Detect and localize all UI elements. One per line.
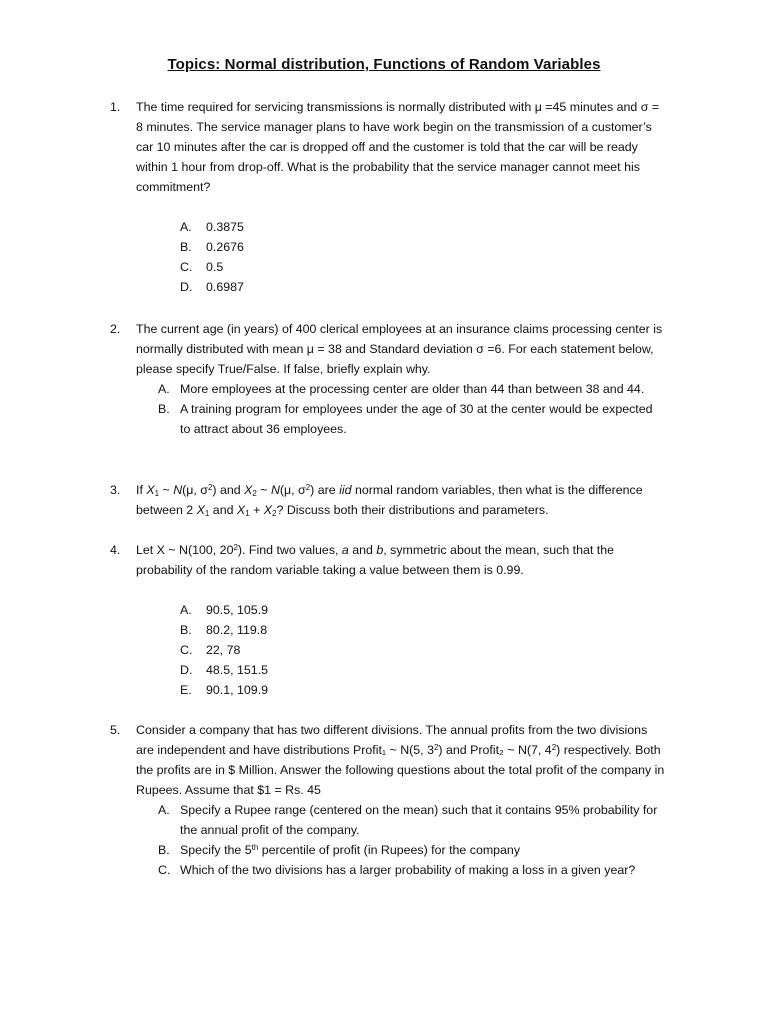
option-item: A. 0.3875 bbox=[180, 220, 244, 234]
question-text: The current age (in years) of 400 clerical employees at an insurance claims processing center is normally distributed with mean μ = 38 and Standard deviation σ =6. For each statement below, please specify True/False. If false, briefly explain why. bbox=[136, 322, 663, 376]
question-4 bbox=[110, 540, 665, 700]
question-3 bbox=[110, 480, 665, 520]
option-item: C. 22, 78 bbox=[180, 643, 241, 657]
sub-question: C. Which of the two divisions has a larger probability of making a loss in a given year? bbox=[158, 863, 636, 877]
option-item: B. 80.2, 119.8 bbox=[180, 623, 268, 637]
sub-question: A. Specify a Rupee range (centered on the mean) such that it contains 95% probability for the annual profit of the company. bbox=[158, 803, 658, 837]
question-5 bbox=[110, 720, 665, 880]
question-number: 1. bbox=[110, 100, 121, 114]
option-item: E. 90.1, 109.9 bbox=[180, 683, 269, 697]
option-item: D. 48.5, 151.5 bbox=[180, 663, 269, 677]
option-item: C. 0.5 bbox=[180, 260, 224, 274]
question-number: 5. bbox=[110, 723, 121, 737]
question-1 bbox=[110, 97, 665, 297]
sub-question: A. More employees at the processing center are older than 44 than between 38 and 44. bbox=[158, 382, 645, 396]
options-list bbox=[180, 600, 665, 700]
sub-question: B. A training program for employees under the age of 30 at the center would be expected to attract about 36 employees. bbox=[158, 402, 653, 436]
question-text: Let X ~ N(100, $20^2$). Find two values, a and b, symmetric about the mean, such that the probability of the random variable taking a value between them is 0.99. bbox=[136, 543, 614, 577]
question-text: The time required for servicing transmissions is normally distributed with μ =45 minutes and σ = 8 minutes. The service manager plans to have work begin on the transmission of a customer’s car 10 minutes after the car is dropped off and the customer is told that the car will be ready within 1 hour from drop-off. What is the probability that the service manager cannot meet his commitment? bbox=[136, 100, 660, 194]
page-title: Topics: Normal distribution, Functions of Random Variables bbox=[167, 56, 601, 73]
question-text: Consider a company that has two different divisions. The annual profits from the two divisions are independent and have distributions Profit₁ ~ N(5, $3^2$) and Profit₂ ~ N(7, $4^2$) respectively. Both the profits are in $ Million. Answer the following questions about the total profit of the company in Rupees. Assume that $1 = Rs. 45 bbox=[136, 723, 665, 797]
question-number: 2. bbox=[110, 322, 121, 336]
question-2 bbox=[110, 319, 665, 439]
option-item: B. 0.2676 bbox=[180, 240, 244, 254]
sub-question: B. Specify the 5th percentile of profit (in Rupees) for the company bbox=[158, 843, 521, 857]
question-text: If X1 ~ N(μ, $\sigma^2$) and X2 ~ N(μ, $\sigma^2$) are iid normal random variables, then what is the difference between 2 X1 and X1 + X2? Discuss both their distributions and parameters. bbox=[136, 483, 643, 518]
option-item: A. 90.5, 105.9 bbox=[180, 603, 269, 617]
option-item: D. 0.6987 bbox=[180, 280, 244, 294]
options-list bbox=[180, 217, 665, 297]
question-number: 4. bbox=[110, 543, 121, 557]
question-number: 3. bbox=[110, 483, 121, 497]
